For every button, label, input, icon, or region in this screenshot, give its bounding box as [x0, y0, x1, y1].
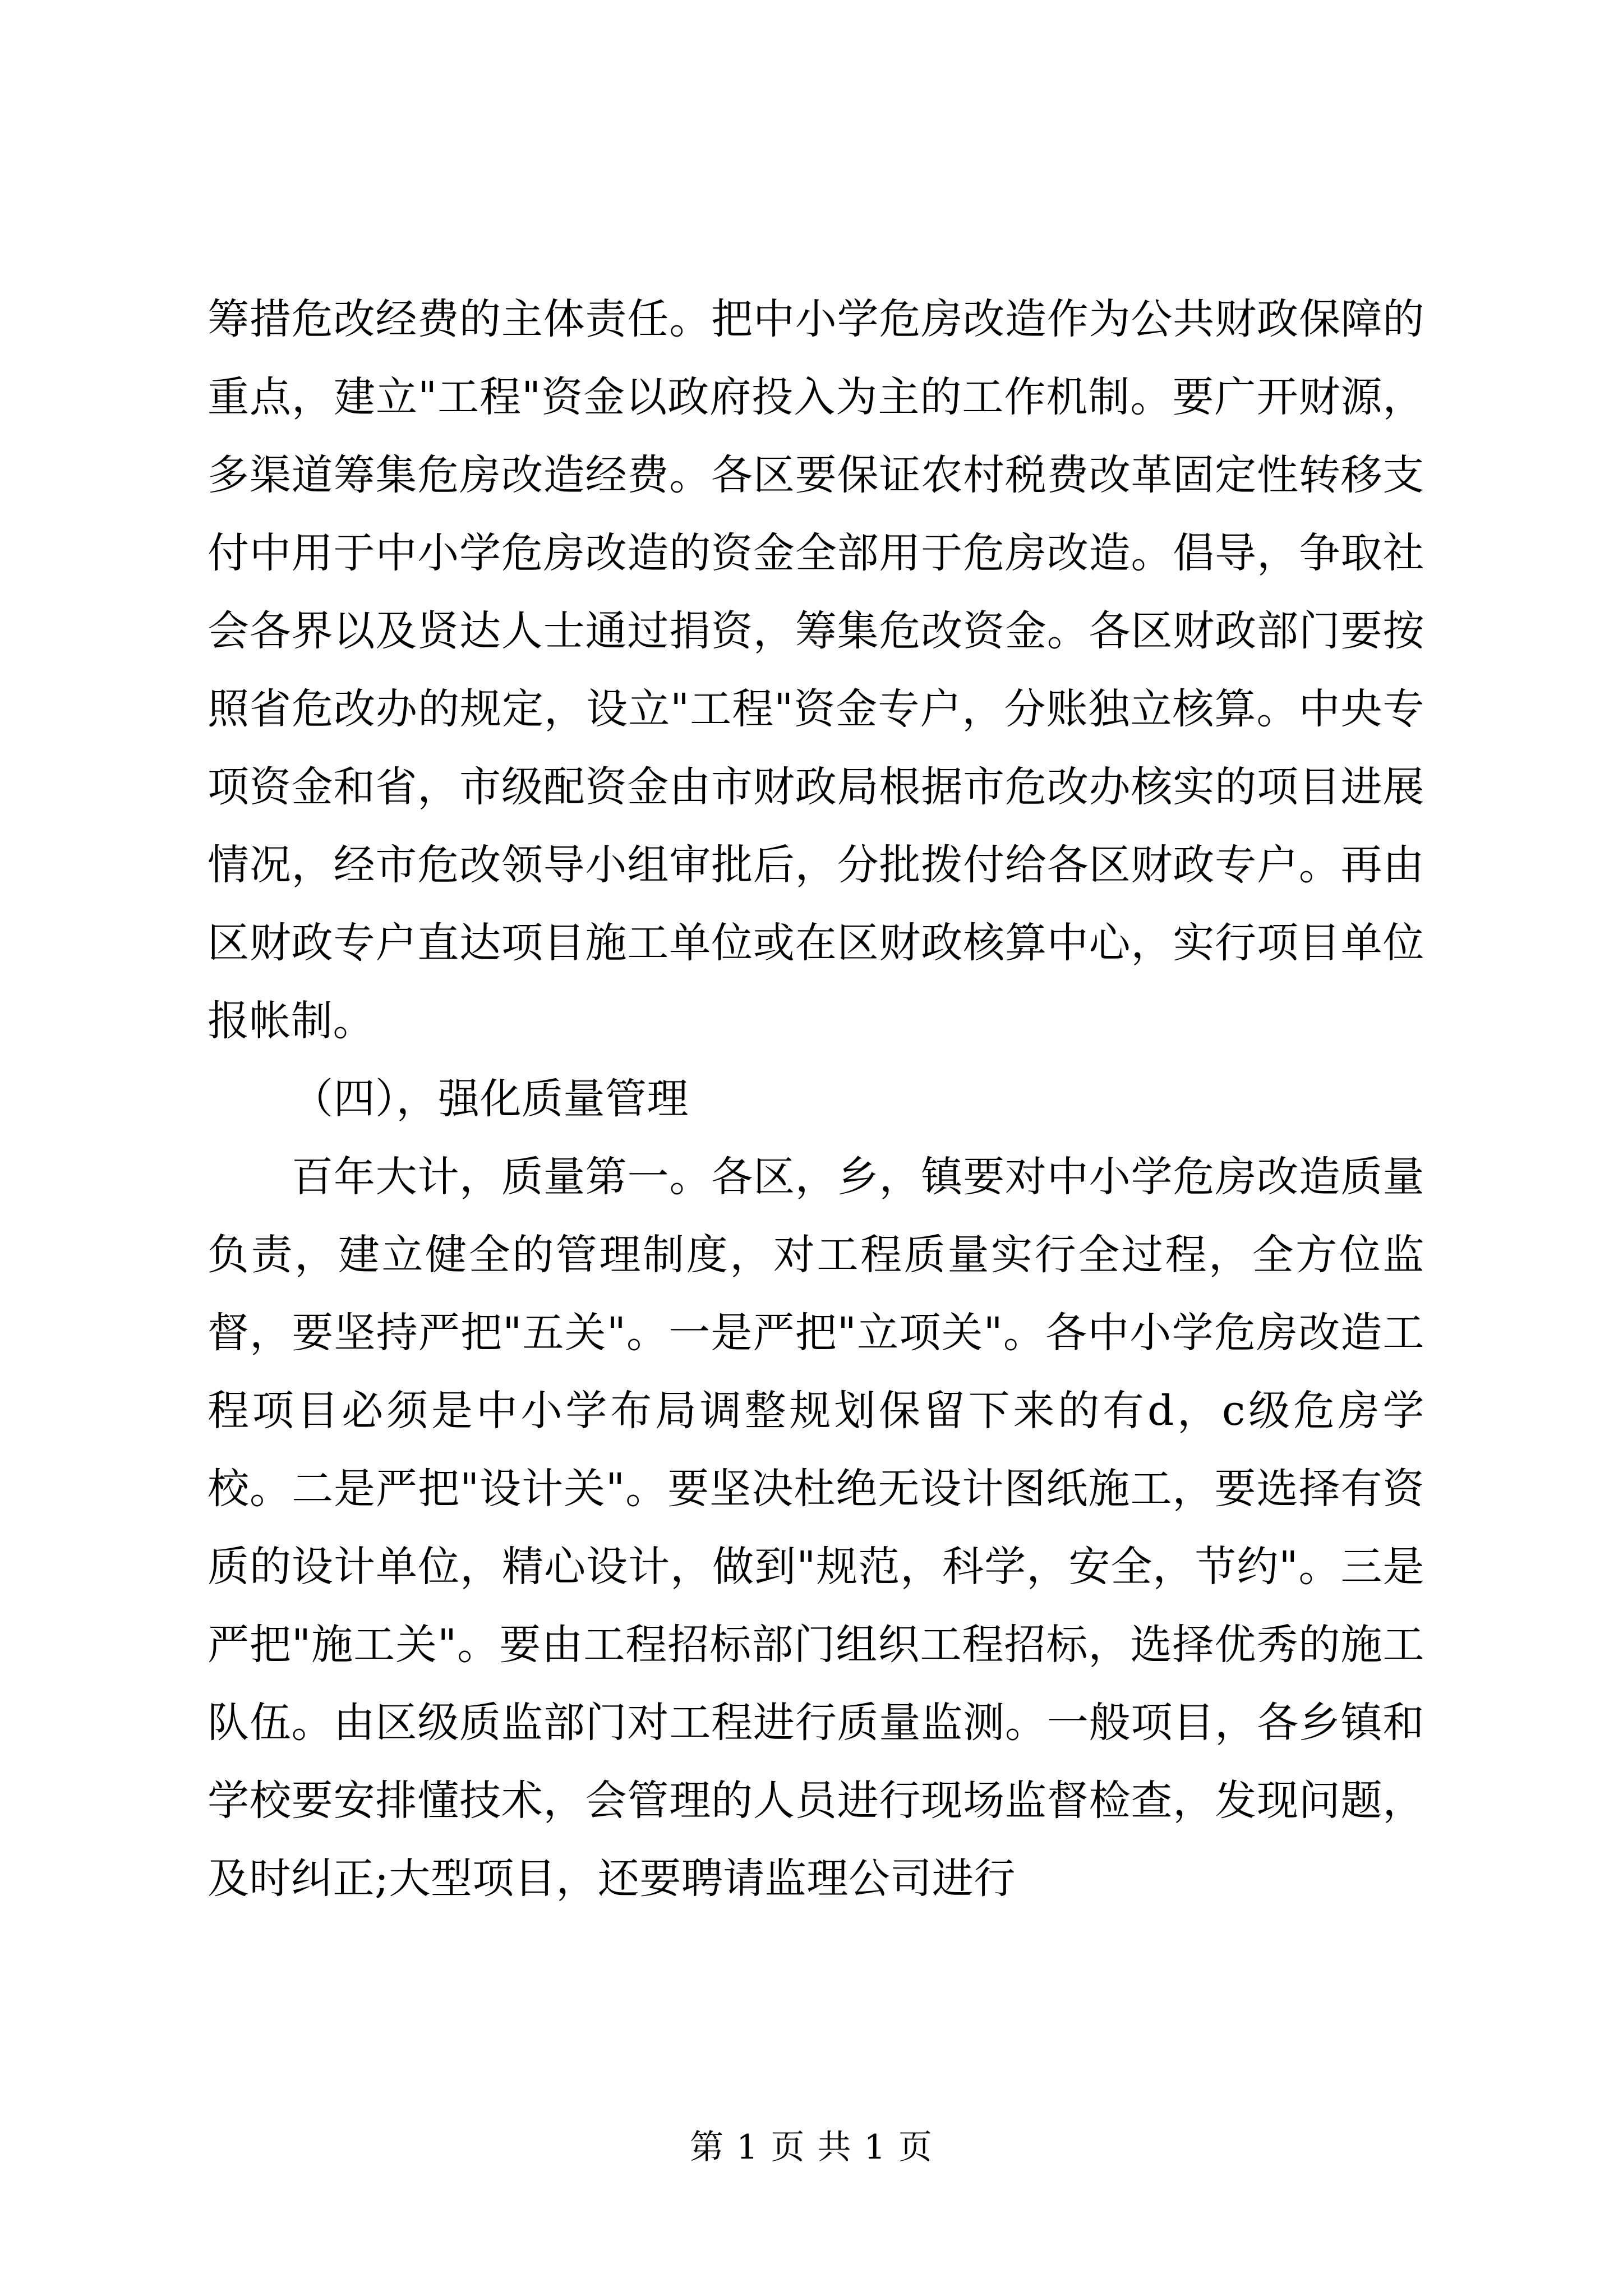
- paragraph: 百年大计，质量第一。各区，乡，镇要对中小学危房改造质量负责，建立健全的管理制度，对工程质量实行全过程，全方位监督，要坚持严把"五关"。一是严把"立项关"。各中小学危房改造工程项目必须是中小学布局调整规划保留下来的有d，c级危房学校。二是严把"设计关"。要坚决杜绝无设计图纸施工，要选择有资质的设计单位，精心设计，做到"规范，科学，安全，节约"。三是严把"施工关"。要由工程招标部门组织工程招标，选择优秀的施工队伍。由区级质监部门对工程进行质量监测。一般项目，各乡镇和学校要安排懂技术，会管理的人员进行现场监督检查，发现问题，及时纠正;大型项目，还要聘请监理公司进行: [208, 1153, 1424, 1903]
- document-body: [208, 280, 1424, 1918]
- paragraph: 筹措危改经费的主体责任。把中小学危房改造作为公共财政保障的重点，建立"工程"资金以政府投入为主的工作机制。要广开财源，多渠道筹集危房改造经费。各区要保证农村税费改革固定性转移支付中用于中小学危房改造的资金全部用于危房改造。倡导，争取社会各界以及贤达人士通过捐资，筹集危改资金。各区财政部门要按照省危改办的规定，设立"工程"资金专户，分账独立核算。中央专项资金和省，市级配资金由市财政局根据市危改办核实的项目进展情况，经市危改领导小组审批后，分批拨付给各区财政专户。再由区财政专户直达项目施工单位或在区财政核算中心，实行项目单位报帐制。: [208, 295, 1424, 1045]
- page-footer: 第 1 页 共 1 页: [690, 2128, 933, 2167]
- paragraph-heading: （四），强化质量管理: [292, 1075, 689, 1123]
